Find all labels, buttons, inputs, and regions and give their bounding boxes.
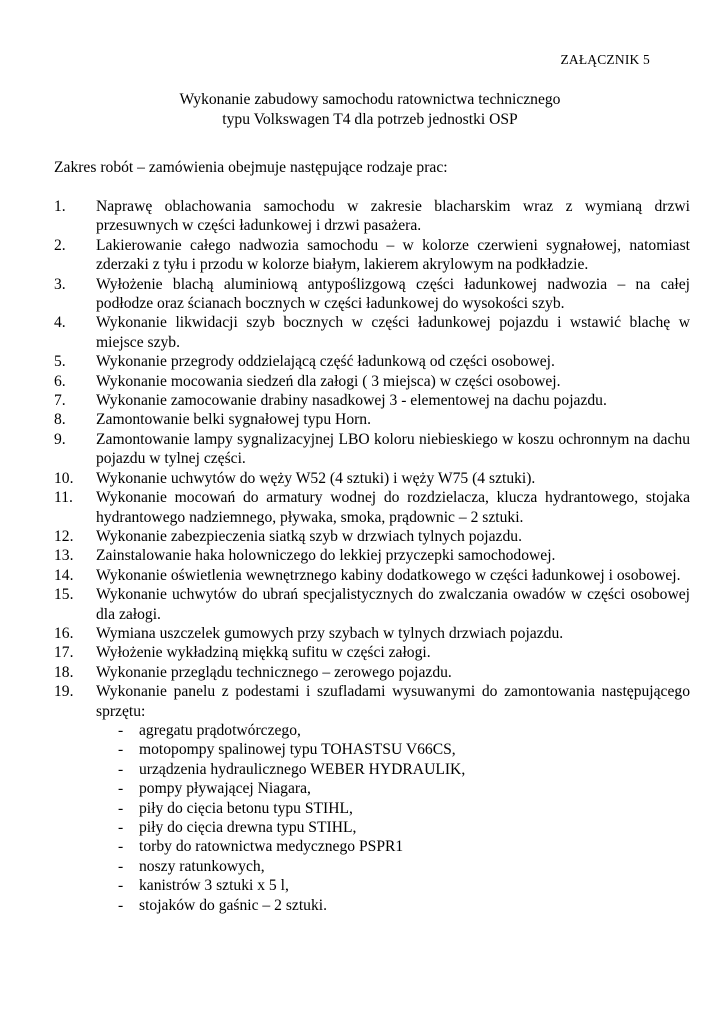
work-item — [54, 313, 690, 352]
work-item-number: 8. — [54, 411, 66, 429]
equipment-item — [118, 857, 690, 876]
equipment-item-text: kanistrów 3 sztuki x 5 l, — [139, 877, 289, 895]
work-item-number: 18. — [54, 663, 74, 681]
work-item-text: Wykonanie panelu z podestami i szufladami wysuwanymi do zamontowania następującego sprzętu: — [96, 683, 690, 720]
work-item-text: Wykonanie uchwytów do węży W52 (4 sztuki) i węży W75 (4 sztuki). — [96, 469, 536, 487]
work-item-text: Naprawę oblachowania samochodu w zakresie blacharskim wraz z wymianą drzwi przesuwnych w części ładunkowej i drzwi pasażera. — [96, 198, 690, 235]
work-item-number: 3. — [54, 275, 66, 293]
equipment-list — [96, 721, 690, 915]
equipment-item — [118, 760, 690, 779]
work-item — [54, 682, 690, 915]
work-item — [54, 527, 690, 546]
equipment-item-text: stojaków do gaśnic – 2 sztuki. — [139, 896, 327, 914]
equipment-item-text: pompy pływającej Niagara, — [139, 780, 311, 798]
dash-bullet: - — [118, 741, 124, 759]
equipment-item — [118, 779, 690, 798]
work-item — [54, 430, 690, 469]
work-item-text: Zainstalowanie haka holowniczego do lekkiej przyczepki samochodowej. — [96, 547, 556, 565]
equipment-item — [118, 876, 690, 895]
work-item-number: 11. — [54, 489, 73, 507]
work-item — [54, 546, 690, 565]
work-item — [54, 566, 690, 585]
equipment-item-text: agregatu prądotwórczego, — [139, 721, 301, 739]
work-item-text: Zamontowanie belki sygnałowej typu Horn. — [96, 411, 371, 429]
work-item-text: Wyłożenie wykładziną miękką sufitu w części załogi. — [96, 644, 431, 662]
equipment-item-text: piły do cięcia drewna typu STIHL, — [139, 819, 357, 836]
work-item — [54, 352, 690, 371]
work-item-text: Wykonanie zamocowanie drabiny nasadkowej 3 - elementowej na dachu pojazdu. — [96, 392, 607, 410]
scope-intro: Zakres robót – zamówienia obejmuje następujące rodzaje prac: — [54, 159, 448, 176]
work-item-number: 5. — [54, 353, 66, 371]
equipment-item-text: torby do ratownictwa medycznego PSPR1 — [139, 838, 404, 856]
work-item-number: 12. — [54, 527, 74, 545]
title-line-1: Wykonanie zabudowy samochodu ratownictwa technicznego — [179, 91, 561, 108]
work-item-number: 19. — [54, 683, 74, 701]
work-item-number: 10. — [54, 469, 74, 487]
work-item-number: 9. — [54, 430, 66, 448]
work-item-number: 16. — [54, 624, 74, 642]
dash-bullet: - — [118, 799, 124, 817]
attachment-label: ZAŁĄCZNIK 5 — [560, 52, 650, 67]
document-title — [0, 90, 724, 130]
work-item-number: 17. — [54, 644, 74, 662]
work-item-text: Wykonanie przegrody oddzielającą część ładunkową od części osobowej. — [96, 353, 555, 371]
work-item — [54, 585, 690, 624]
dash-bullet: - — [118, 857, 124, 875]
work-item-number: 2. — [54, 236, 66, 254]
equipment-item — [118, 799, 690, 818]
work-item-text: Wymiana uszczelek gumowych przy szybach w tylnych drzwiach pojazdu. — [96, 624, 564, 642]
dash-bullet: - — [118, 780, 124, 798]
work-item-text: Lakierowanie całego nadwozia samochodu – w kolorze czerwieni sygnałowej, natomiast zderzaki z tyłu i przodu w kolorze białym, lakierem akrylowym na podkładzie. — [96, 236, 690, 274]
work-item-text: Wykonanie likwidacji szyb bocznych w części ładunkowej pojazdu i wstawić blachę w miejsce szyb. — [96, 314, 690, 351]
title-line-2: typu Volkswagen T4 dla potrzeb jednostki OSP — [222, 111, 518, 128]
work-item — [54, 663, 690, 682]
work-item-text: Wyłożenie blachą aluminiową antypoślizgową części ładunkowej nadwozia – na całej podłodze oraz ścianach bocznych w części ładunkowej do wysokości szyb. — [96, 275, 690, 313]
work-item-text: Zamontowanie lampy sygnalizacyjnej LBO koloru niebieskiego w koszu ochronnym na dachu pojazdu w tylnej części. — [96, 430, 690, 468]
work-item-number: 13. — [54, 547, 74, 565]
dash-bullet: - — [118, 896, 124, 914]
dash-bullet: - — [118, 721, 124, 739]
equipment-item-text: urządzenia hydraulicznego WEBER HYDRAULIK, — [139, 760, 466, 778]
work-item-number: 7. — [54, 392, 66, 410]
work-item-number: 1. — [54, 198, 66, 215]
work-item-number: 15. — [54, 586, 74, 604]
work-item — [54, 469, 690, 488]
work-item-number: 4. — [54, 314, 66, 332]
equipment-item — [118, 740, 690, 759]
work-item — [54, 391, 690, 410]
work-item-number: 6. — [54, 372, 66, 390]
equipment-item — [118, 721, 690, 740]
work-item-text: Wykonanie mocowania siedzeń dla załogi ( 3 miejsca) w części osobowej. — [96, 372, 561, 390]
work-item-text: Wykonanie zabezpieczenia siatką szyb w drzwiach tylnych pojazdu. — [96, 527, 522, 545]
work-item — [54, 372, 690, 391]
work-item — [54, 643, 690, 662]
dash-bullet: - — [118, 838, 124, 856]
work-item-text: Wykonanie przeglądu technicznego – zerowego pojazdu. — [96, 663, 452, 681]
work-item — [54, 197, 690, 236]
dash-bullet: - — [118, 819, 124, 836]
work-item-text: Wykonanie mocowań do armatury wodnej do rozdzielacza, klucza hydrantowego, stojaka hydrantowego nadziemnego, pływaka, smoka, prądownic – 2 sztuki. — [96, 489, 690, 526]
work-item-number: 14. — [54, 566, 74, 584]
work-item — [54, 488, 690, 527]
dash-bullet: - — [118, 877, 124, 895]
work-item-text: Wykonanie uchwytów do ubrań specjalistycznych do zwalczania owadów w części osobowej dla załogi. — [96, 586, 690, 623]
work-item — [54, 236, 690, 275]
equipment-item — [118, 837, 690, 856]
equipment-item-text: motopompy spalinowej typu TOHASTSU V66CS, — [139, 741, 456, 759]
work-item-text: Wykonanie oświetlenia wewnętrznego kabiny dodatkowego w części ładunkowej i osobowej. — [96, 566, 681, 584]
equipment-item — [118, 818, 690, 837]
equipment-item-text: piły do cięcia betonu typu STIHL, — [139, 799, 353, 817]
dash-bullet: - — [118, 760, 124, 778]
work-item — [54, 410, 690, 429]
works-list — [54, 197, 690, 915]
work-item — [54, 275, 690, 314]
work-item — [54, 624, 690, 643]
equipment-item — [118, 896, 690, 915]
equipment-item-text: noszy ratunkowych, — [139, 857, 265, 875]
